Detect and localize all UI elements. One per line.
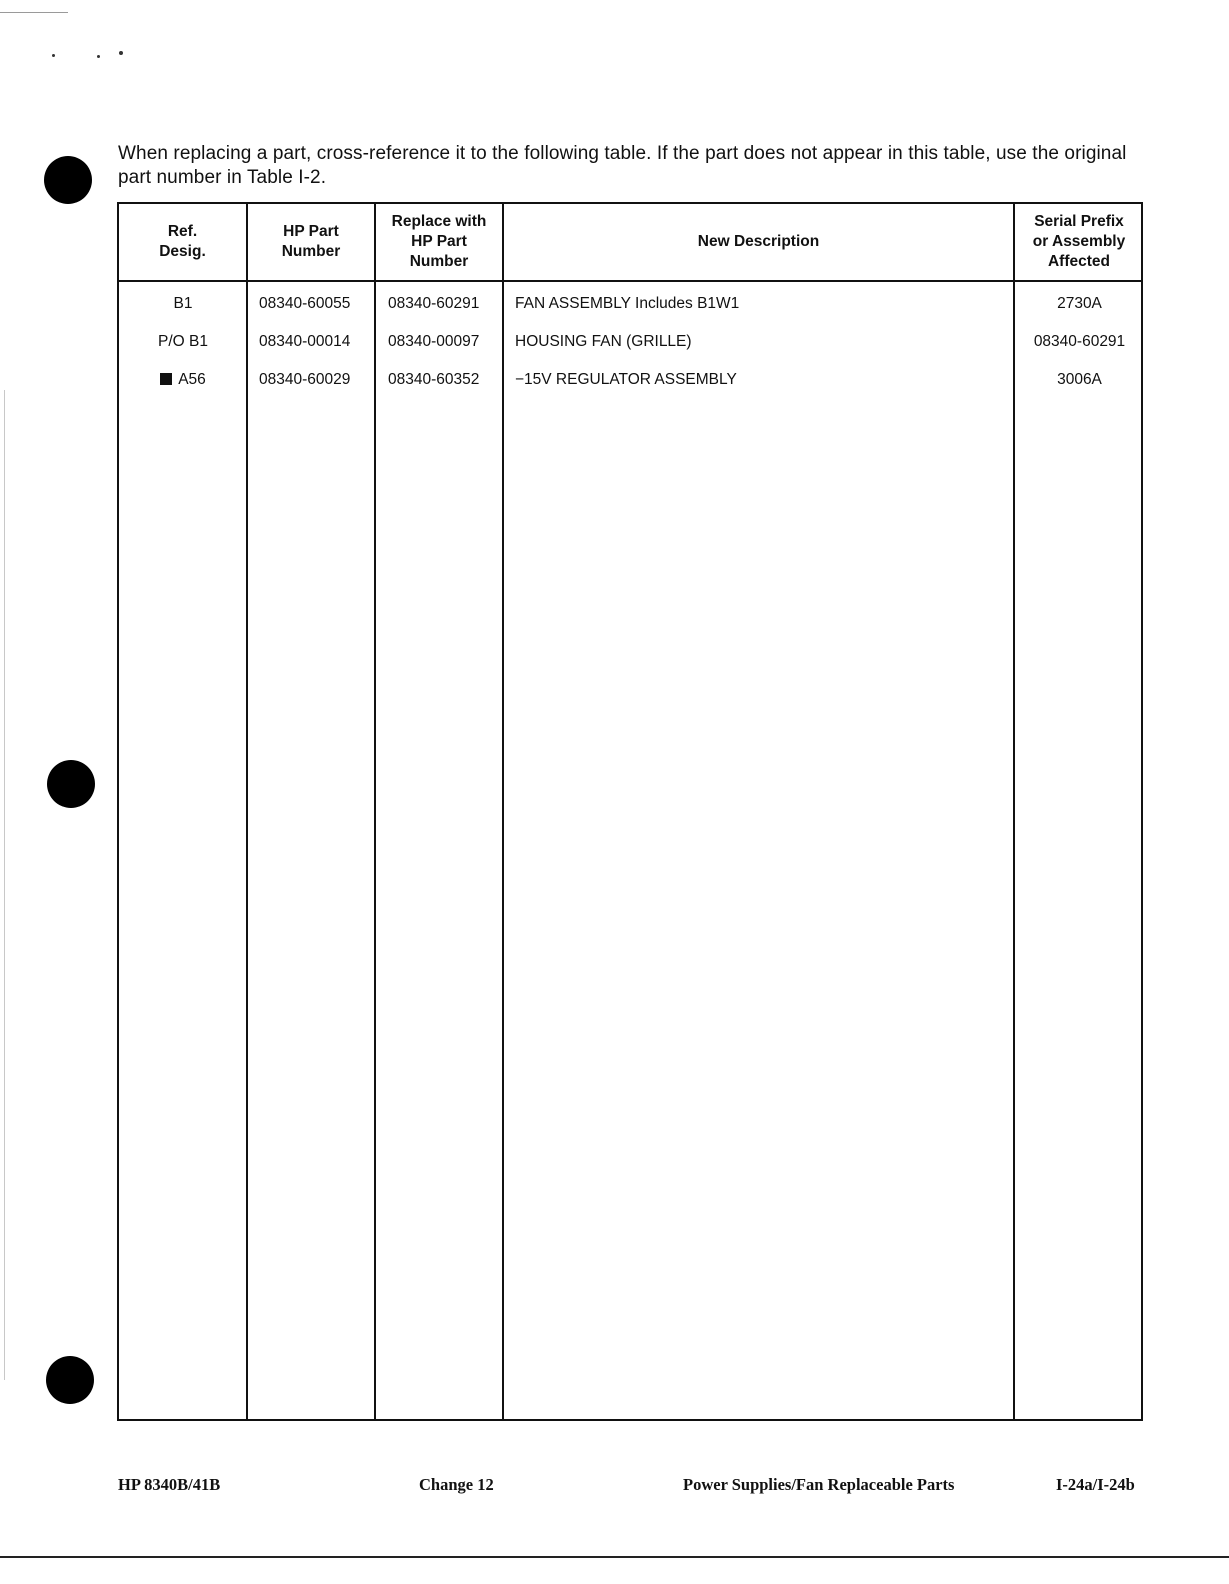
cell-hp-part-number: 08340-00014: [259, 333, 351, 350]
footer-model: HP 8340B/41B: [118, 1475, 221, 1494]
page-left-edge: [4, 390, 5, 1380]
header-replace-with: Replace with HP Part Number: [391, 213, 487, 270]
bottom-edge-rule: [0, 1556, 1229, 1558]
header-divider: [119, 280, 1141, 282]
binder-hole-middle: [47, 760, 95, 808]
cell-new-description: HOUSING FAN (GRILLE): [515, 333, 692, 350]
footer-page-number: I-24a/I-24b: [1056, 1475, 1135, 1494]
scan-speck: [97, 55, 100, 58]
cell-ref-desig: P/O B1: [158, 333, 208, 350]
ref-desig-text: A56: [178, 371, 206, 388]
header-serial-prefix: Serial Prefix or Assembly Affected: [1032, 213, 1126, 270]
cell-ref-desig: B1: [173, 295, 193, 312]
intro-paragraph: When replacing a part, cross-reference it to the following table. If the part does not appear in this table, use the original part number in Table I-2.: [118, 143, 1127, 188]
cell-new-description: −15V REGULATOR ASSEMBLY: [515, 371, 737, 388]
parts-cross-reference-table: [117, 202, 1143, 1421]
cell-ref-desig: [119, 368, 247, 392]
header-new-description: New Description: [697, 233, 820, 250]
header-hp-part-number: HP Part Number: [281, 223, 341, 260]
cell-serial-prefix: 2730A: [1057, 295, 1102, 312]
scan-speck: [119, 51, 123, 55]
cell-replace-with: 08340-60291: [388, 295, 480, 312]
cell-serial-prefix: 3006A: [1057, 371, 1102, 388]
cell-serial-prefix: 08340-60291: [1033, 333, 1126, 350]
footer-section: Power Supplies/Fan Replaceable Parts: [683, 1475, 955, 1494]
table-row: [119, 292, 1141, 316]
change-marker-icon: [160, 373, 172, 385]
cell-new-description: FAN ASSEMBLY Includes B1W1: [515, 295, 740, 312]
top-edge-rule: [0, 12, 68, 13]
cell-replace-with: 08340-60352: [388, 371, 480, 388]
cell-hp-part-number: 08340-60029: [259, 371, 351, 388]
footer-change: Change 12: [419, 1475, 494, 1494]
header-ref-desig: Ref. Desig.: [159, 223, 206, 260]
binder-hole-top: [44, 156, 92, 204]
cell-replace-with: 08340-00097: [388, 333, 480, 350]
scan-speck: [52, 54, 55, 57]
binder-hole-bottom: [46, 1356, 94, 1404]
table-row: [119, 368, 1141, 392]
cell-hp-part-number: 08340-60055: [259, 295, 351, 312]
table-row: [119, 330, 1141, 354]
